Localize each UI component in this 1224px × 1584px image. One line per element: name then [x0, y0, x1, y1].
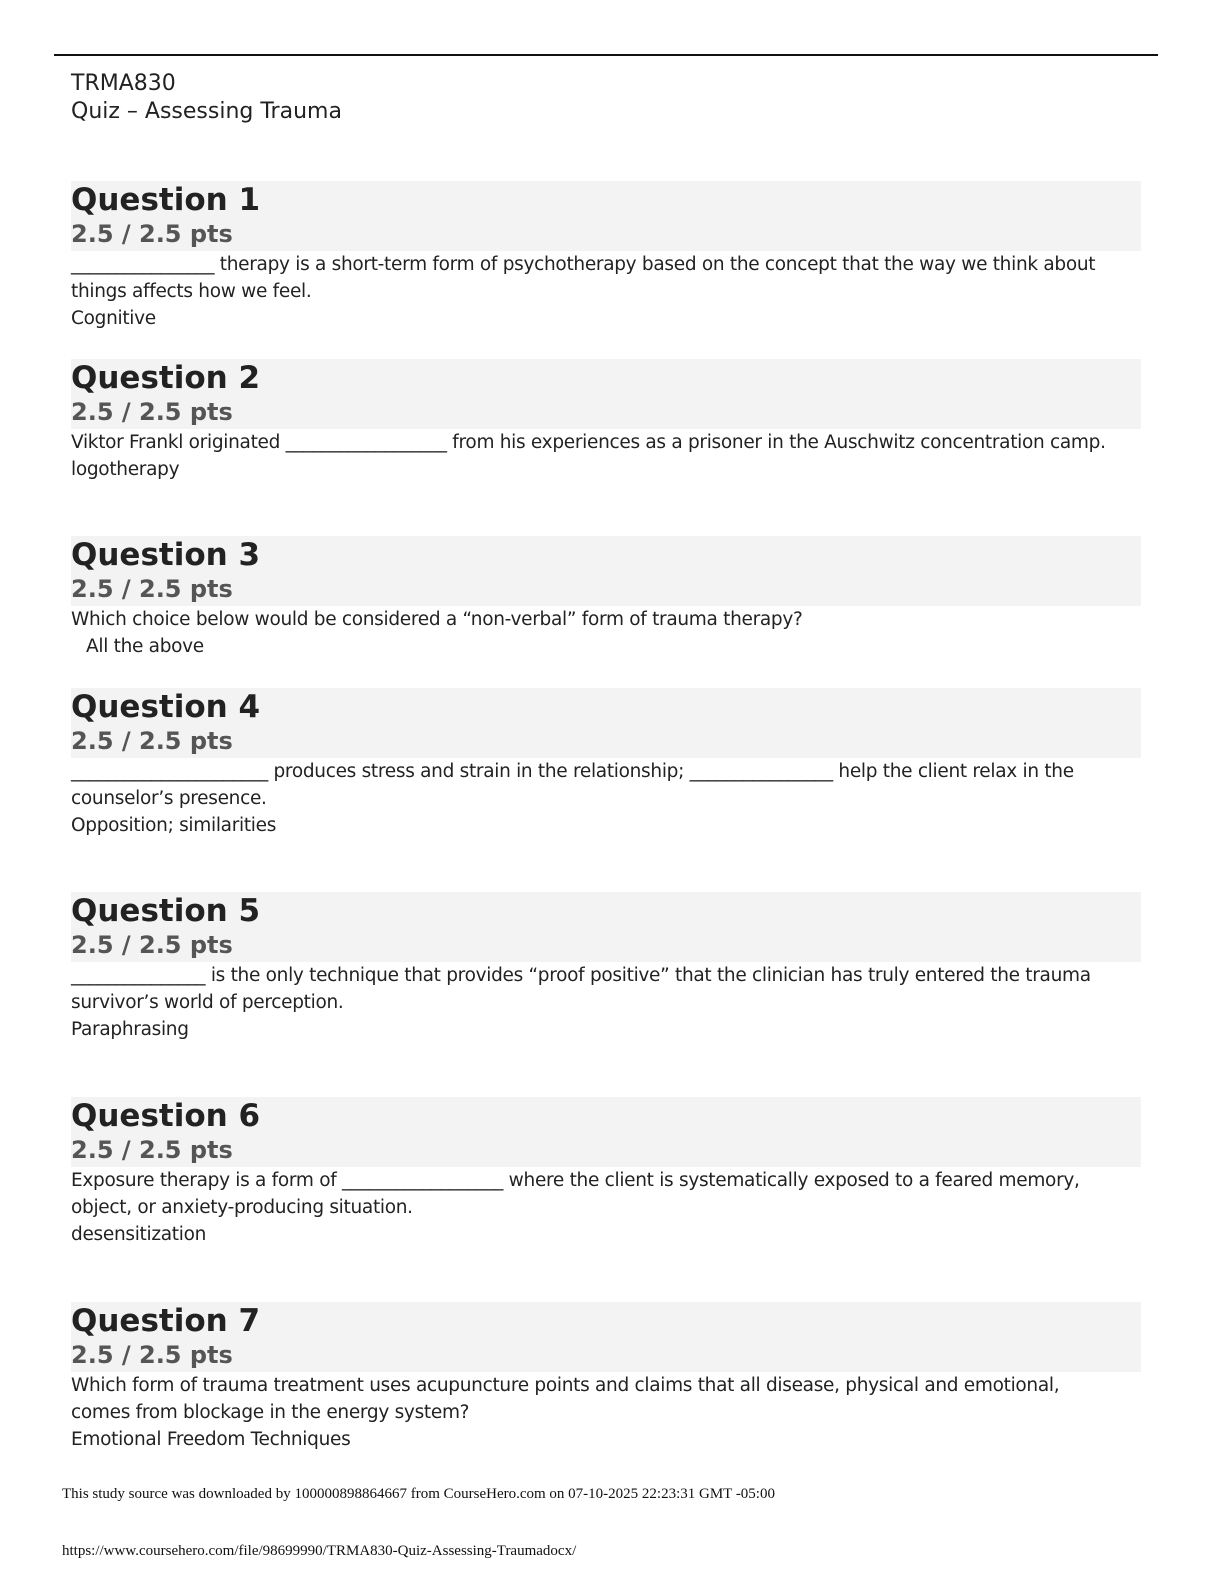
question-2 [71, 359, 1141, 483]
top-divider [54, 54, 1158, 56]
question-answer: All the above [86, 636, 204, 657]
question-title: Question 4 [71, 689, 261, 725]
question-answer: logotherapy [71, 459, 180, 480]
question-points: 2.5 / 2.5 pts [71, 1341, 233, 1369]
question-header [71, 688, 1141, 758]
question-answer: desensitization [71, 1224, 207, 1245]
document-header [71, 70, 342, 126]
question-answer: Opposition; similarities [71, 815, 277, 836]
question-answer: Emotional Freedom Techniques [71, 1429, 351, 1450]
question-answer: Cognitive [71, 308, 156, 329]
question-points: 2.5 / 2.5 pts [71, 1136, 233, 1164]
question-6 [71, 1097, 1141, 1248]
question-text: ________________ therapy is a short-term form of psychotherapy based on the concept that the way we think about things affects how we feel. [71, 254, 1096, 302]
question-title: Question 3 [71, 537, 261, 573]
question-header [71, 536, 1141, 606]
question-answer: Paraphrasing [71, 1019, 189, 1040]
question-title: Question 5 [71, 893, 261, 929]
question-1 [71, 181, 1141, 332]
question-points: 2.5 / 2.5 pts [71, 575, 233, 603]
question-title: Question 1 [71, 182, 261, 218]
question-4 [71, 688, 1141, 839]
source-url[interactable]: https://www.coursehero.com/file/98699990/TRMA830-Quiz-Assessing-Traumadocx/ [62, 1543, 577, 1559]
question-text: ______________________ produces stress and strain in the relationship; ________________ help the client relax in the counselor’s presence. [71, 761, 1074, 809]
question-header [71, 1097, 1141, 1167]
question-title: Question 2 [71, 360, 261, 396]
question-text: _______________ is the only technique that provides “proof positive” that the clinician has truly entered the trauma survivor’s world of perception. [71, 965, 1091, 1013]
question-header [71, 1302, 1141, 1372]
course-code: TRMA830 [71, 71, 176, 96]
question-header [71, 181, 1141, 251]
question-title: Question 7 [71, 1303, 261, 1339]
question-text: Which form of trauma treatment uses acupuncture points and claims that all disease, physical and emotional, comes from blockage in the energy system? [71, 1375, 1060, 1423]
question-5 [71, 892, 1141, 1043]
question-header [71, 892, 1141, 962]
question-header [71, 359, 1141, 429]
question-points: 2.5 / 2.5 pts [71, 727, 233, 755]
question-text: Viktor Frankl originated __________________ from his experiences as a prisoner in the Auschwitz concentration camp. [71, 432, 1106, 453]
question-7 [71, 1302, 1141, 1453]
question-text: Exposure therapy is a form of __________________ where the client is systematically exposed to a feared memory, object, or anxiety-producing situation. [71, 1170, 1080, 1218]
question-points: 2.5 / 2.5 pts [71, 931, 233, 959]
question-text: Which choice below would be considered a “non-verbal” form of trauma therapy? [71, 609, 803, 630]
question-points: 2.5 / 2.5 pts [71, 398, 233, 426]
quiz-title: Quiz – Assessing Trauma [71, 99, 342, 124]
question-title: Question 6 [71, 1098, 261, 1134]
download-source-note: This study source was downloaded by 100000898864667 from CourseHero.com on 07-10-2025 22:23:31 GMT -05:00 [62, 1486, 775, 1502]
question-3 [71, 536, 1141, 660]
question-points: 2.5 / 2.5 pts [71, 220, 233, 248]
